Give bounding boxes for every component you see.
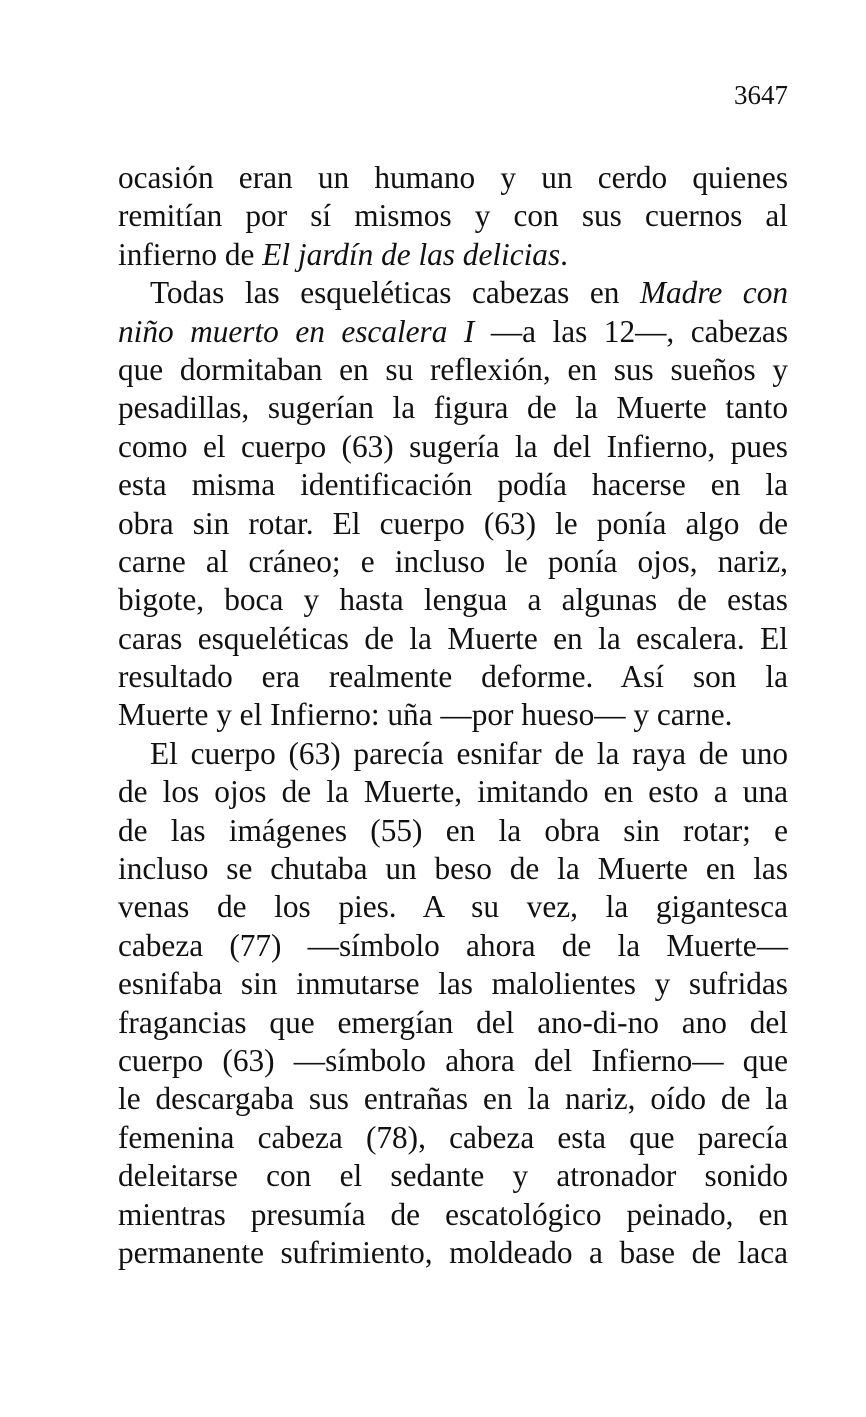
text-line xyxy=(118,1080,788,1118)
italic-title-text: Madre con xyxy=(639,275,788,311)
text-segment: mientras presumía de escatológico peinado, en xyxy=(118,1196,788,1232)
text-segment: que dormitaban en su reflexión, en sus sueños y xyxy=(118,351,788,387)
text-segment: esnifaba sin inmutarse las malolientes y sufridas xyxy=(118,966,788,1002)
text-segment: le descargaba sus entrañas en la nariz, oído de la xyxy=(118,1081,788,1117)
text-line xyxy=(118,274,788,312)
text-line xyxy=(118,773,788,811)
text-line xyxy=(118,159,788,197)
text-segment: bigote, boca y hasta lengua a algunas de estas xyxy=(118,582,788,618)
text-line xyxy=(118,428,788,466)
text-segment: remitían por sí mismos y con sus cuernos al xyxy=(118,198,788,234)
text-segment: cuerpo (63) —símbolo ahora del Infierno— que xyxy=(118,1042,788,1078)
text-line xyxy=(118,236,788,274)
text-line xyxy=(118,696,788,734)
text-line xyxy=(118,1004,788,1042)
text-segment: incluso se chutaba un beso de la Muerte en las xyxy=(118,851,788,887)
text-line xyxy=(118,389,788,427)
text-segment: esta misma identificación podía hacerse en la xyxy=(118,467,788,503)
text-line xyxy=(118,850,788,888)
text-line xyxy=(118,313,788,351)
text-segment: de los ojos de la Muerte, imitando en esto a una xyxy=(118,774,788,810)
text-segment: fragancias que emergían del ano-di-no ano del xyxy=(118,1004,788,1040)
text-segment: deleitarse con el sedante y atronador sonido xyxy=(118,1158,788,1194)
italic-title-text: El jardín de las delicias xyxy=(262,236,561,272)
text-line xyxy=(118,658,788,696)
text-segment: Todas las esqueléticas cabezas en xyxy=(150,275,640,311)
text-segment: femenina cabeza (78), cabeza esta que parecía xyxy=(118,1119,788,1155)
page-number: 3647 xyxy=(734,80,788,110)
text-line xyxy=(118,735,788,773)
text-line xyxy=(118,965,788,1003)
text-segment: infierno de xyxy=(118,236,263,272)
text-line xyxy=(118,888,788,926)
text-segment: obra sin rotar. El cuerpo (63) le ponía algo de xyxy=(118,505,788,541)
text-segment: El cuerpo (63) parecía esnifar de la raya de uno xyxy=(150,735,788,771)
text-segment: caras esqueléticas de la Muerte en la escalera. El xyxy=(118,620,788,656)
text-line xyxy=(118,197,788,235)
text-line xyxy=(118,812,788,850)
text-line xyxy=(118,1196,788,1234)
text-line xyxy=(118,581,788,619)
text-segment: pesadillas, sugerían la figura de la Muerte tanto xyxy=(118,390,788,426)
text-segment: —a las 12—, cabezas xyxy=(474,313,789,349)
text-segment: ocasión eran un humano y un cerdo quienes xyxy=(118,160,788,195)
text-segment: venas de los pies. A su vez, la gigantesca xyxy=(118,889,788,925)
text-line xyxy=(118,1042,788,1080)
text-line xyxy=(118,927,788,965)
text-segment: carne al cráneo; e incluso le ponía ojos, nariz, xyxy=(118,543,788,579)
text-segment: de las imágenes (55) en la obra sin rotar; e xyxy=(118,812,788,848)
text-segment: cabeza (77) —símbolo ahora de la Muerte— xyxy=(118,927,788,963)
italic-title-text: niño muerto en escalera I xyxy=(118,313,475,349)
text-segment: permanente sufrimiento, moldeado a base de laca xyxy=(118,1234,788,1270)
text-segment: como el cuerpo (63) sugería la del Infierno, pues xyxy=(118,428,788,464)
text-line xyxy=(118,1119,788,1157)
text-line xyxy=(118,505,788,543)
text-line xyxy=(118,1234,788,1272)
text-line xyxy=(118,466,788,504)
text-line xyxy=(118,1157,788,1195)
text-line xyxy=(118,543,788,581)
text-line xyxy=(118,620,788,658)
text-segment: . xyxy=(560,236,568,272)
text-segment: resultado era realmente deforme. Así son la xyxy=(118,659,788,695)
text-segment: Muerte y el Infierno: uña —por hueso— y carne. xyxy=(118,697,733,733)
body-text xyxy=(118,159,788,1272)
text-line xyxy=(118,351,788,389)
